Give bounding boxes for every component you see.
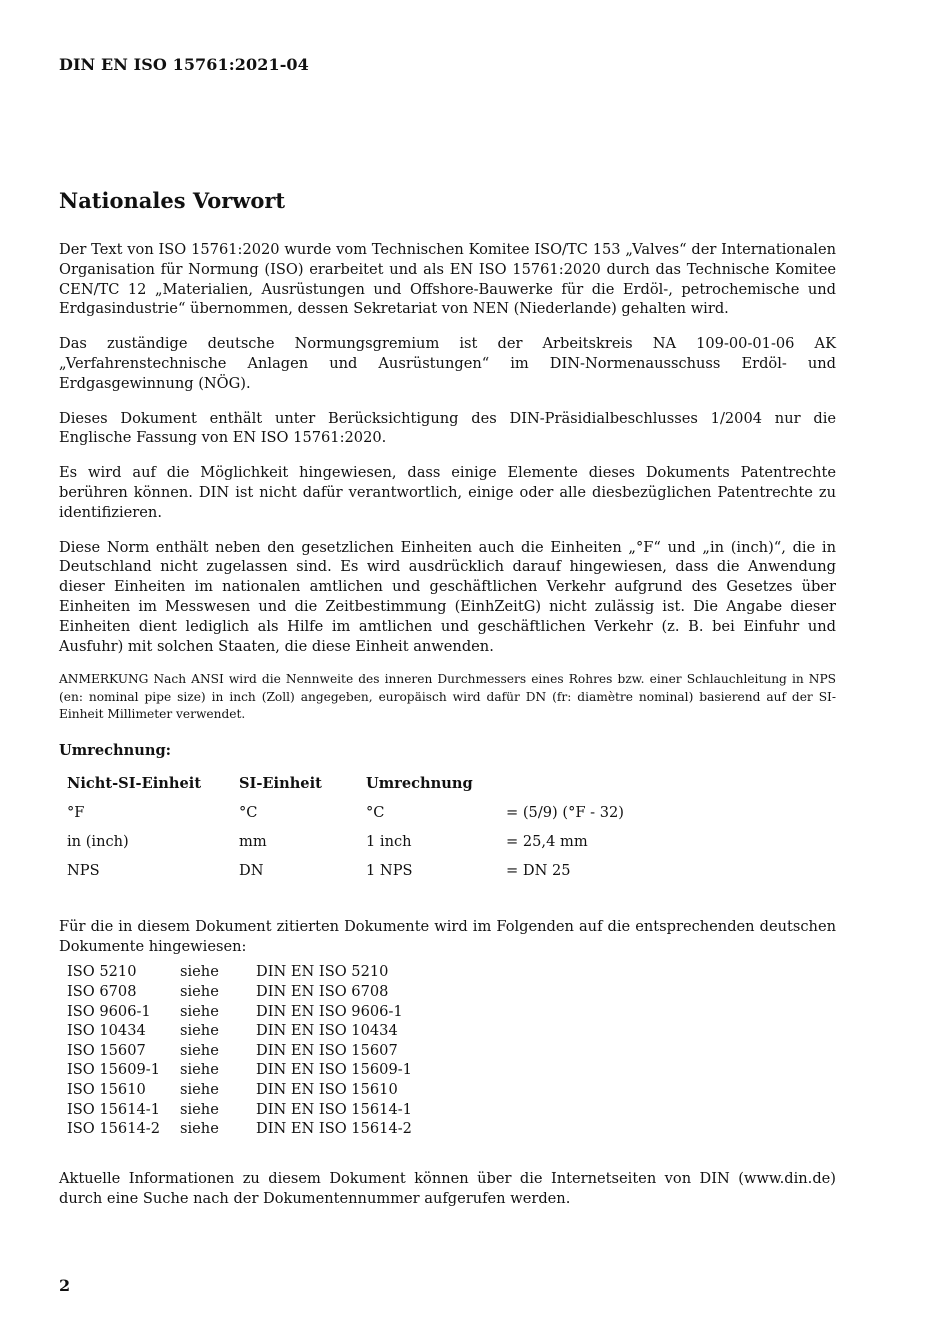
iso-reference: ISO 10434 bbox=[67, 1022, 146, 1040]
see-label: siehe bbox=[180, 983, 219, 1001]
paragraph-4: Es wird auf die Möglichkeit hingewiesen, dass einige Elemente dieses Dokuments Patentrechte berühren können. DIN ist nicht dafür verantwortlich, einige oder alle diesbezüglichen Patentrechte zu identifizieren. bbox=[59, 464, 836, 521]
din-reference: DIN EN ISO 15614-1 bbox=[256, 1100, 412, 1118]
iso-reference: ISO 15614-1 bbox=[67, 1100, 161, 1118]
table-cell: °C bbox=[366, 803, 385, 821]
iso-reference: ISO 6708 bbox=[67, 983, 137, 1001]
column-header: Umrechnung bbox=[366, 774, 473, 792]
column-header: Nicht-SI-Einheit bbox=[67, 774, 202, 792]
din-reference: DIN EN ISO 15609-1 bbox=[256, 1061, 412, 1079]
see-label: siehe bbox=[180, 1041, 219, 1059]
table-cell: DN bbox=[239, 861, 264, 879]
page-title: Nationales Vorwort bbox=[59, 188, 286, 213]
references-table bbox=[59, 962, 456, 1138]
conversion-heading: Umrechnung: bbox=[59, 741, 172, 759]
closing-paragraph: Aktuelle Informationen zu diesem Dokument können über die Internetseiten von DIN (www.din.de) durch eine Suche nach der Dokumentennummer aufgerufen werden. bbox=[59, 1169, 836, 1207]
table-cell: NPS bbox=[67, 861, 100, 879]
iso-reference: ISO 5210 bbox=[67, 963, 137, 981]
din-reference: DIN EN ISO 10434 bbox=[256, 1022, 398, 1040]
table-cell: in (inch) bbox=[67, 832, 129, 850]
reference-row bbox=[59, 1041, 456, 1061]
iso-reference: ISO 15607 bbox=[67, 1041, 146, 1059]
column-header bbox=[506, 769, 706, 798]
main-content bbox=[59, 240, 836, 1223]
conversion-table bbox=[59, 769, 706, 885]
page-number: 2 bbox=[59, 1276, 71, 1295]
iso-reference: ISO 15614-2 bbox=[67, 1120, 161, 1138]
din-reference: DIN EN ISO 5210 bbox=[256, 963, 389, 981]
reference-row bbox=[59, 1119, 456, 1139]
table-cell: °C bbox=[239, 803, 258, 821]
paragraph-3: Dieses Dokument enthält unter Berücksichtigung des DIN-Präsidialbeschlusses 1/2004 nur die Englische Fassung von EN ISO 15761:2020. bbox=[59, 409, 836, 447]
table-cell: = (5/9) (°F - 32) bbox=[506, 803, 624, 821]
document-id: DIN EN ISO 15761:2021-04 bbox=[59, 55, 309, 74]
see-label: siehe bbox=[180, 1100, 219, 1118]
reference-row bbox=[59, 1060, 456, 1080]
reference-row bbox=[59, 962, 456, 982]
iso-reference: ISO 15609-1 bbox=[67, 1061, 161, 1079]
table-cell: = 25,4 mm bbox=[506, 832, 588, 850]
see-label: siehe bbox=[180, 1061, 219, 1079]
paragraph-1: Der Text von ISO 15761:2020 wurde vom Technischen Komitee ISO/TC 153 „Valves“ der Internationalen Organisation für Normung (ISO) erarbeitet und als EN ISO 15761:2020 durch das Technische Komitee CEN/TC 12 „Materialien, Ausrüstungen und Offshore-Bauwerke für die Erdöl-, petrochemische und Erdgasindustrie“ übernommen, dessen Sekretariat von NEN (Niederlande) gehalten wird. bbox=[59, 241, 836, 318]
table-cell: 1 inch bbox=[366, 832, 412, 850]
see-label: siehe bbox=[180, 1002, 219, 1020]
column-header: SI-Einheit bbox=[239, 774, 322, 792]
see-label: siehe bbox=[180, 1022, 219, 1040]
table-row bbox=[59, 798, 706, 827]
iso-reference: ISO 15610 bbox=[67, 1081, 146, 1098]
reference-row bbox=[59, 1100, 456, 1120]
reference-row bbox=[59, 982, 456, 1002]
din-reference: DIN EN ISO 6708 bbox=[256, 983, 389, 1001]
paragraph-2: Das zuständige deutsche Normungsgremium ist der Arbeitskreis NA 109-00-01-06 AK „Verfahrenstechnische Anlagen und Ausrüstungen“ im DIN-Normenausschuss Erdöl- und Erdgasgewinnung (NÖG). bbox=[59, 335, 836, 392]
table-cell: 1 NPS bbox=[366, 861, 413, 879]
table-cell: mm bbox=[239, 832, 267, 850]
conversion-header-row bbox=[59, 769, 706, 798]
reference-row bbox=[59, 1002, 456, 1022]
see-label: siehe bbox=[180, 1081, 219, 1098]
table-row bbox=[59, 827, 706, 856]
paragraph-5: Diese Norm enthält neben den gesetzlichen Einheiten auch die Einheiten „°F“ und „in (inch)“, die in Deutschland nicht zugelassen sind. Es wird ausdrücklich darauf hingewiesen, dass die Anwendung dieser Einheiten im nationalen amtlichen und geschäftlichen Verkehr aufgrund des Gesetzes über Einheiten im Messwesen und die Zeitbestimmung (EinhZeitG) nicht zulässig ist. Die Angabe dieser Einheiten dient lediglich als Hilfe im amtlichen und geschäftlichen Verkehr (z. B. bei Einfuhr und Ausfuhr) mit solchen Staaten, die diese Einheit anwenden. bbox=[59, 538, 836, 655]
see-label: siehe bbox=[180, 1120, 219, 1138]
din-reference: DIN EN ISO 15614-2 bbox=[256, 1120, 412, 1138]
iso-reference: ISO 9606-1 bbox=[67, 1002, 151, 1020]
note-anmerkung: ANMERKUNG Nach ANSI wird die Nennweite des inneren Durchmessers eines Rohres bzw. einer Schlauchleitung in NPS (en: nominal pipe size) in inch (Zoll) angegeben, europäisch wird dafür DN (fr: diamètre nominal) basierend auf der SI-Einheit Millimeter verwendet. bbox=[59, 672, 836, 722]
din-reference: DIN EN ISO 15607 bbox=[256, 1041, 398, 1059]
see-label: siehe bbox=[180, 963, 219, 981]
references-intro: Für die in diesem Dokument zitierten Dokumente wird im Folgenden auf die entsprechenden deutschen Dokumente hingewiesen: bbox=[59, 917, 836, 955]
table-cell: °F bbox=[67, 803, 85, 821]
table-row bbox=[59, 856, 706, 885]
reference-row bbox=[59, 1080, 456, 1100]
din-reference: DIN EN ISO 9606-1 bbox=[256, 1002, 403, 1020]
din-reference: DIN EN ISO 15610 bbox=[256, 1081, 398, 1098]
table-cell: = DN 25 bbox=[506, 861, 571, 879]
reference-row bbox=[59, 1021, 456, 1041]
